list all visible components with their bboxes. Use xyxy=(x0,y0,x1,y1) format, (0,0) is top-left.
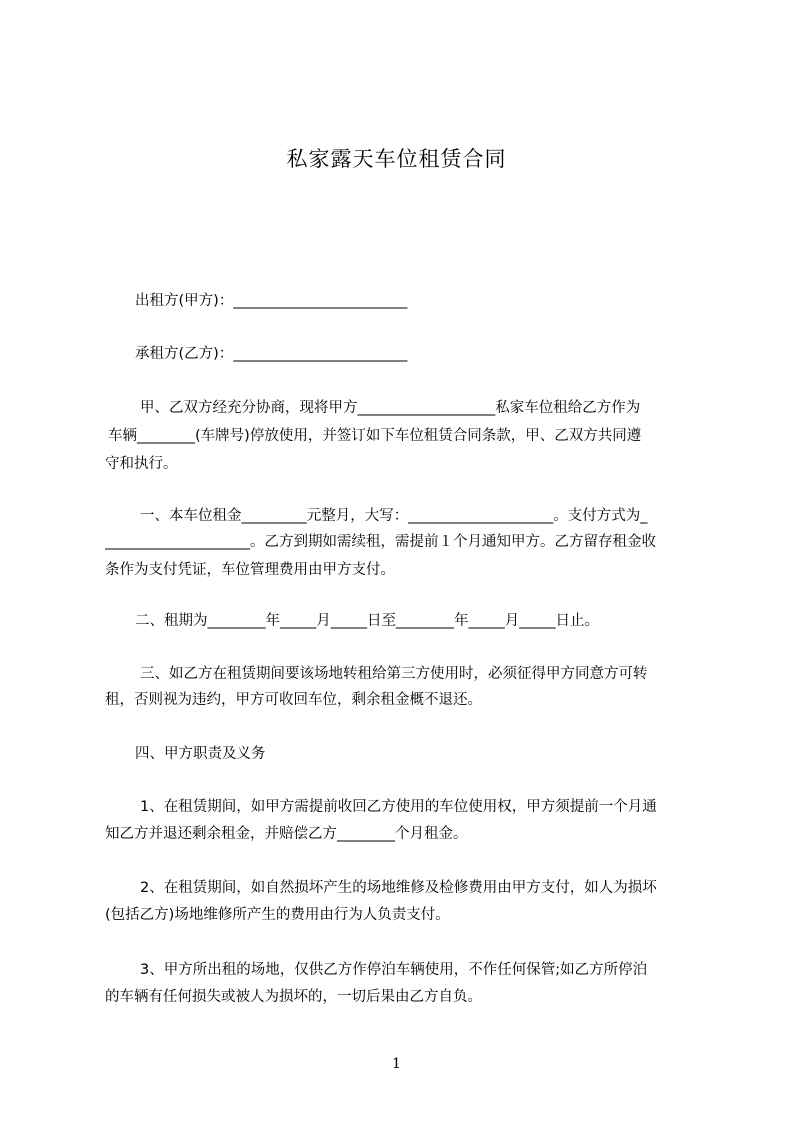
document-title: 私家露天车位租赁合同 xyxy=(286,147,507,171)
intro-line-1: 甲、乙双方经充分协商，现将甲方___________________私家车位租给乙方作为 xyxy=(140,400,641,416)
section-4-item-2-line-1: 2、在租赁期间，如自然损坏产生的场地维修及检修费用由甲方支付，如人为损坏 xyxy=(140,880,657,896)
clause-1-line-3: 条作为支付凭证，车位管理费用由甲方支付。 xyxy=(105,562,395,578)
section-4-item-1-line-2: 知乙方并退还剩余租金，并赔偿乙方________个月租金。 xyxy=(105,826,468,842)
page-number: 1 xyxy=(392,1056,401,1072)
section-4-item-1-line-1: 1、在租赁期间，如甲方需提前收回乙方使用的车位使用权，甲方须提前一个月通 xyxy=(140,799,657,815)
intro-line-3: 守和执行。 xyxy=(105,456,178,472)
clause-1-line-2: ____________________。乙方到期如需续租，需提前１个月通知甲方。乙方留存租金收 xyxy=(105,534,656,550)
lessee-line: 承租方(乙方)：________________________ xyxy=(135,346,408,362)
section-4-item-3-line-1: 3、甲方所出租的场地，仅供乙方作停泊车辆使用，不作任何保管;如乙方所停泊 xyxy=(140,962,648,978)
lessor-line: 出租方(甲方)：________________________ xyxy=(135,293,408,309)
clause-1-line-1: 一、本车位租金_________元整月，大写：____________________。支付方式为_ xyxy=(140,508,648,524)
clause-2-line: 二、租期为________年_____月_____日至________年_____月_____日止。 xyxy=(135,613,599,629)
section-4-item-2-line-2: (包括乙方)场地维修所产生的费用由行为人负责支付。 xyxy=(105,907,450,923)
section-4-heading: 四、甲方职责及义务 xyxy=(135,746,266,762)
clause-3-line-2: 租，否则视为违约，甲方可收回车位，剩余租金概不退还。 xyxy=(105,692,482,708)
intro-line-2: 车辆________(车牌号)停放使用，并签订如下车位租赁合同条款，甲、乙双方共同遵 xyxy=(108,428,642,444)
section-4-item-3-line-2: 的车辆有任何损失或被人为损坏的，一切后果由乙方自负。 xyxy=(105,989,482,1005)
clause-3-line-1: 三、如乙方在租赁期间要该场地转租给第三方使用时，必须征得甲方同意方可转 xyxy=(140,666,648,682)
